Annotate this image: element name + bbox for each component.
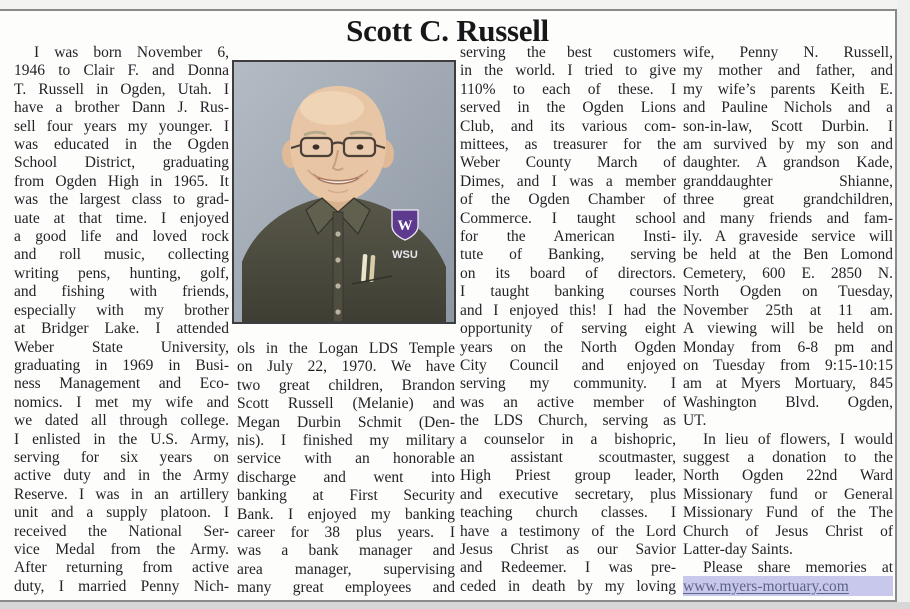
- text-line: November 25th at 11 am.: [683, 301, 893, 319]
- text-line: Please share memories at: [703, 559, 893, 577]
- text-line: wife, Penny N. Russell,: [683, 44, 893, 61]
- text-line: Megan Durbin Schmit (Den-: [237, 413, 455, 431]
- text-line: Latter-day Saints.: [683, 540, 793, 558]
- text-line: served in the Ogden Lions: [460, 99, 676, 117]
- text-line: was an active member of: [460, 393, 676, 411]
- text-line: and roll music, collecting: [14, 246, 229, 264]
- text-line: Commerce. I taught school: [460, 209, 676, 227]
- text-line: a good life and loved rock: [14, 228, 229, 246]
- text-line: and executive secretary, plus: [460, 485, 676, 503]
- text-line: discharge and went into: [237, 468, 455, 486]
- text-line: and I enjoyed this! I had the: [460, 301, 676, 319]
- mortuary-website-link[interactable]: www.myers-mortuary.com: [683, 576, 893, 596]
- column-2: [237, 44, 455, 600]
- text-line: in the world. I tried to give: [460, 62, 676, 80]
- text-line: years on the North Ogden: [460, 338, 676, 356]
- text-line: an assistant scoutmaster,: [460, 448, 676, 466]
- text-line: of the Ogden Chamber of: [460, 191, 676, 209]
- text-line: suggest a donation to the: [683, 448, 893, 466]
- text-line: Missionary fund or General: [683, 485, 893, 503]
- text-line: serving my community. I: [460, 375, 676, 393]
- text-line: Cemetery, 600 E. 2850 N.: [683, 264, 893, 282]
- text-line: Weber County March of: [460, 154, 676, 172]
- text-line: three great grandchildren,: [683, 191, 893, 209]
- text-line: banking at First Security: [237, 487, 455, 505]
- text-line: nis). I finished my military: [237, 432, 455, 450]
- page-title: Scott C. Russell: [346, 13, 549, 48]
- text-line: opportunity of serving eight: [460, 320, 676, 338]
- text-line: Monday from 6-8 pm and: [683, 338, 893, 356]
- text-line: and Redeemer. I was pre-: [460, 559, 676, 577]
- text-line: serving for six years on: [14, 448, 229, 466]
- text-line: writing pens, hunting, golf,: [14, 264, 229, 282]
- text-line: career for 38 plus years. I: [237, 524, 455, 542]
- text-line: was a bank manager and: [237, 542, 455, 560]
- text-line: and fishing with friends,: [14, 283, 229, 301]
- text-line: uate at that time. I enjoyed: [14, 209, 229, 227]
- text-line: Reserve. I was in an artillery: [14, 485, 229, 503]
- clipping-bottom-edge: [0, 602, 910, 609]
- text-line: service with an honorable: [237, 450, 455, 468]
- text-line: graduating in 1969 in Busi-: [14, 356, 229, 374]
- text-line: T. Russell in Ogden, Utah. I: [14, 80, 229, 98]
- text-line: and many friends and fam-: [683, 209, 893, 227]
- text-line: vice Medal from the Army.: [14, 540, 229, 558]
- column-2-text: [237, 340, 455, 598]
- text-line: Club, and its various com-: [460, 117, 676, 135]
- text-line: was educated in the Ogden: [14, 136, 229, 154]
- text-line: 110% to each of these. I: [460, 80, 676, 98]
- svg-text:W: W: [397, 218, 413, 234]
- text-line: Bank. I enjoyed my banking: [237, 505, 455, 523]
- text-line: have a brother Dann J. Rus-: [14, 99, 229, 117]
- text-line: Dimes, and I was a member: [460, 172, 676, 190]
- text-line: especially with my brother: [14, 301, 229, 319]
- clipping-right-edge: [897, 0, 910, 602]
- text-line: I enlisted in the U.S. Army,: [14, 430, 229, 448]
- obituary-clipping: [0, 9, 897, 602]
- text-line: tute of Banking, serving: [460, 246, 676, 264]
- text-line: North Ogden on Tuesday,: [683, 283, 893, 301]
- text-line: son-in-law, Scott Durbin. I: [683, 117, 893, 135]
- text-line: After returning from active: [14, 559, 229, 577]
- text-line: and Pauline Nichols and a: [683, 99, 893, 117]
- text-line: am survived by my son and: [683, 136, 893, 154]
- text-line: City Council and enjoyed: [460, 356, 676, 374]
- text-line: ols in the Logan LDS Temple: [237, 340, 455, 357]
- text-line: ceded in death by my loving: [460, 577, 676, 595]
- text-line: for the American Insti-: [460, 228, 676, 246]
- column-1-text: [14, 44, 229, 600]
- text-line: was the largest class to grad-: [14, 191, 229, 209]
- text-line: serving the best customers: [460, 44, 676, 61]
- text-line: unit and a supply platoon. I: [14, 504, 229, 522]
- text-line: active duty and in the Army: [14, 467, 229, 485]
- text-line: on its board of directors.: [460, 264, 676, 282]
- text-line: Washington Blvd. Ogden,: [683, 393, 893, 411]
- text-line: School District, graduating: [14, 154, 229, 172]
- text-line: be held at the Ben Lomond: [683, 246, 893, 264]
- portrait-photo: [232, 60, 456, 324]
- text-line: nomics. I met my wife and: [14, 393, 229, 411]
- text-line: UT.: [683, 412, 707, 430]
- text-line: 1946 to Clair F. and Donna: [14, 62, 229, 80]
- text-line: granddaughter Shianne,: [683, 172, 893, 190]
- text-line: mittees, as treasurer for the: [460, 136, 676, 154]
- text-line: at Bridger Lake. I attended: [14, 320, 229, 338]
- text-line: Church of Jesus Christ of: [683, 522, 893, 540]
- text-line: my mother and father, and: [683, 62, 893, 80]
- text-line: Scott Russell (Melanie) and: [237, 395, 455, 413]
- text-line: ness Management and Eco-: [14, 375, 229, 393]
- text-line: teaching church classes. I: [460, 504, 676, 522]
- text-line: two great children, Brandon: [237, 376, 455, 394]
- text-line: duty, I married Penny Nich-: [14, 577, 229, 595]
- text-line: on July 22, 1970. We have: [237, 358, 455, 376]
- text-line: ily. A graveside service will: [683, 228, 893, 246]
- text-line: my wife’s parents Keith E.: [683, 80, 893, 98]
- text-line: from Ogden High in 1965. It: [14, 172, 229, 190]
- text-line: I taught banking courses: [460, 283, 676, 301]
- text-line: North Ogden 22nd Ward: [683, 467, 893, 485]
- text-line: Missionary Fund of the The: [683, 504, 893, 522]
- svg-text:WSU: WSU: [392, 249, 418, 261]
- text-line: a counselor in a bishopric,: [460, 430, 676, 448]
- text-line: am at Myers Mortuary, 845: [683, 375, 893, 393]
- text-line: Weber State University,: [14, 338, 229, 356]
- text-line: High Priest group leader,: [460, 467, 676, 485]
- text-line: daughter. A grandson Kade,: [683, 154, 893, 172]
- text-line: the LDS Church, serving as: [460, 412, 676, 430]
- text-line: many great employees and: [237, 579, 455, 597]
- text-line: on Tuesday from 9:15-10:15: [683, 356, 893, 374]
- text-line: In lieu of flowers, I would: [703, 430, 893, 448]
- column-3-text: [460, 44, 676, 600]
- text-line: we dated all through college.: [14, 412, 229, 430]
- text-line: area manager, supervising: [237, 560, 455, 578]
- text-line: Jesus Christ as our Savior: [460, 540, 676, 558]
- column-4-text: [683, 44, 893, 600]
- text-line: I was born November 6,: [34, 44, 229, 61]
- text-line: have a testimony of the Lord: [460, 522, 676, 540]
- text-line: sell four years my younger. I: [14, 117, 229, 135]
- portrait-photo-svg: [234, 62, 454, 322]
- text-line: A viewing will be held on: [683, 320, 893, 338]
- text-line: received the National Ser-: [14, 522, 229, 540]
